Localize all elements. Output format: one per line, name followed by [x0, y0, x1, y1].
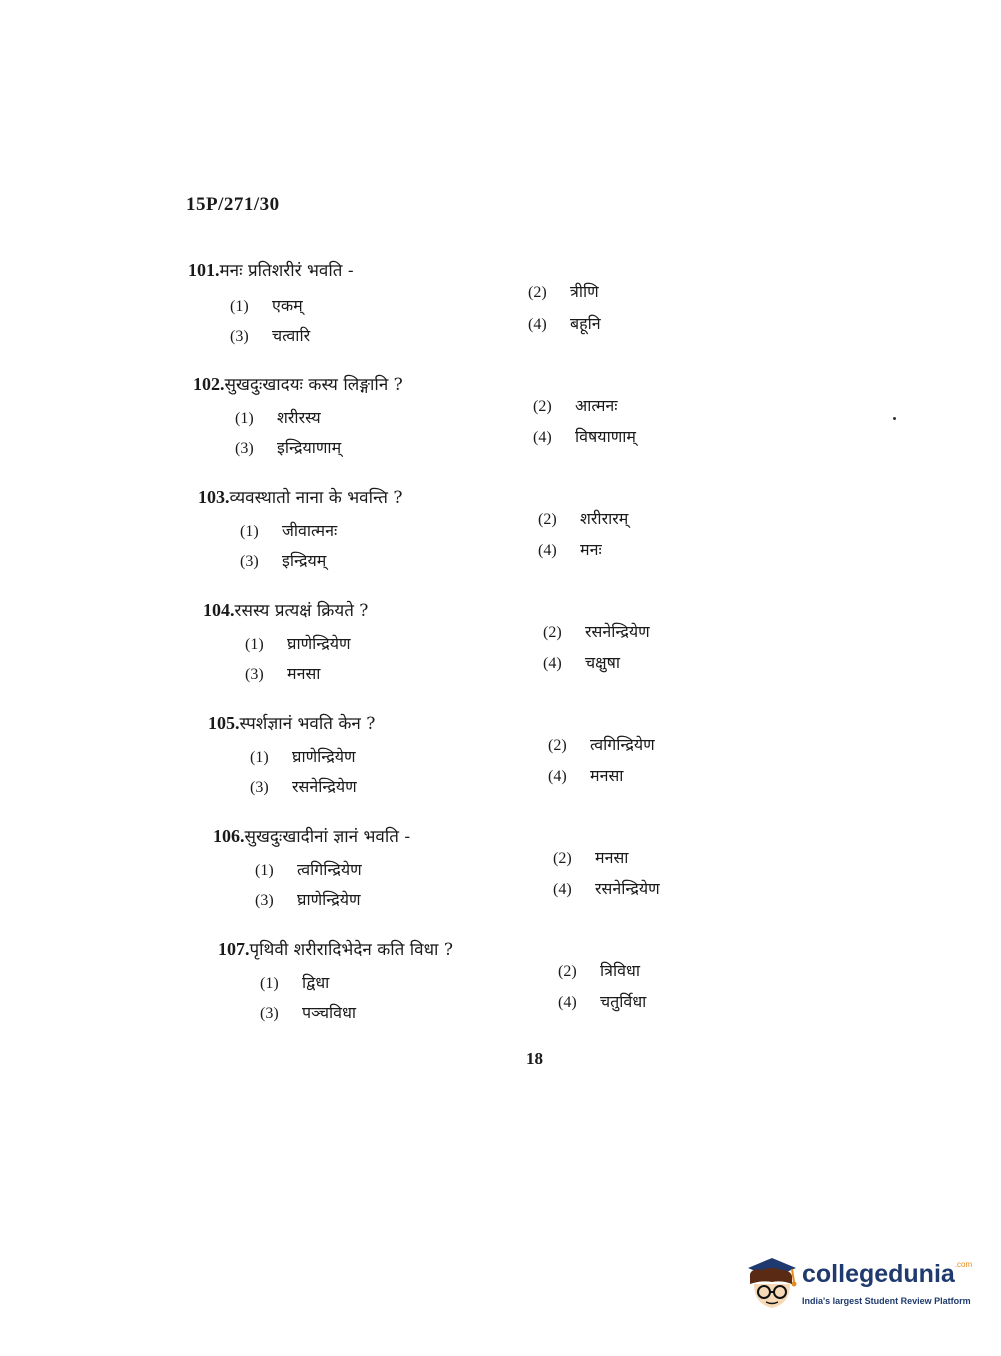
mascot-icon	[742, 1250, 802, 1320]
option-2: (2) त्वगिन्द्रियेण	[548, 735, 655, 754]
logo-wordmark: collegedunia$^{.com}$	[802, 1260, 973, 1288]
logo-tagline: India's largest Student Review Platform	[802, 1296, 971, 1306]
collegedunia-watermark	[742, 1250, 972, 1320]
option-4: (4) मनः	[538, 540, 602, 559]
question-number: 101.	[188, 260, 220, 280]
option-1: (1) एकम्	[230, 296, 303, 315]
option-3: (3) घ्राणेन्द्रियेण	[255, 890, 361, 909]
question-stem	[208, 711, 768, 734]
question-text: व्यवस्थातो नाना के भवन्ति ?	[229, 488, 403, 508]
option-1: (1) द्विधा	[260, 973, 330, 992]
question-text: रसस्य प्रत्यक्षं क्रियते ?	[234, 601, 369, 621]
question-stem	[193, 372, 753, 395]
option-2: (2) आत्मनः	[533, 396, 618, 415]
option-2: (2) मनसा	[553, 848, 629, 867]
question-text: मनः प्रतिशरीरं भवति -	[219, 261, 354, 281]
question-103	[198, 485, 758, 585]
question-text: स्पर्शज्ञानं भवति केन ?	[239, 714, 376, 734]
option-2: (2) रसनेन्द्रियेण	[543, 622, 650, 641]
question-number: 105.	[208, 713, 240, 733]
question-number: 106.	[213, 826, 245, 846]
question-105	[208, 711, 768, 811]
option-1: (1) त्वगिन्द्रियेण	[255, 860, 362, 879]
option-2: (2) शरीरारम्	[538, 509, 629, 528]
option-4: (4) रसनेन्द्रियेण	[553, 879, 660, 898]
question-104	[203, 598, 763, 698]
question-stem	[188, 258, 748, 281]
option-3: (3) रसनेन्द्रियेण	[250, 777, 357, 796]
option-4: (4) बहूनि	[528, 314, 601, 333]
paper-code: 15P/271/30	[186, 194, 280, 215]
option-3: (3) चत्वारि	[230, 326, 311, 345]
question-stem	[198, 485, 758, 508]
question-stem	[213, 824, 773, 847]
question-text: पृथिवी शरीरादिभेदेन कति विधा ?	[249, 940, 453, 960]
option-1: (1) जीवात्मनः	[240, 521, 338, 540]
option-3: (3) पञ्चविधा	[260, 1003, 357, 1022]
question-text: सुखदुःखादीनां ज्ञानं भवति -	[244, 827, 411, 847]
question-number: 102.	[193, 374, 225, 394]
option-4: (4) मनसा	[548, 766, 624, 785]
option-2: (2) त्रिविधा	[558, 961, 641, 980]
option-1: (1) शरीरस्य	[235, 408, 321, 427]
option-4: (4) विषयाणाम्	[533, 427, 636, 446]
question-number: 104.	[203, 600, 235, 620]
option-2: (2) त्रीणि	[528, 282, 599, 301]
scan-speck	[893, 417, 896, 420]
option-3: (3) मनसा	[245, 664, 321, 683]
question-stem	[203, 598, 763, 621]
question-101	[188, 258, 748, 358]
option-4: (4) चक्षुषा	[543, 653, 621, 672]
option-4: (4) चतुर्विधा	[558, 992, 647, 1011]
page-number: 18	[526, 1049, 543, 1068]
question-number: 103.	[198, 487, 230, 507]
question-107	[218, 937, 778, 1037]
question-stem	[218, 937, 778, 960]
option-3: (3) इन्द्रियाणाम्	[235, 438, 342, 457]
option-1: (1) घ्राणेन्द्रियेण	[250, 747, 356, 766]
option-1: (1) घ्राणेन्द्रियेण	[245, 634, 351, 653]
question-102	[193, 372, 753, 472]
question-106	[213, 824, 773, 924]
question-text: सुखदुःखादयः कस्य लिङ्गानि ?	[224, 375, 403, 395]
question-number: 107.	[218, 939, 250, 959]
option-3: (3) इन्द्रियम्	[240, 551, 327, 570]
